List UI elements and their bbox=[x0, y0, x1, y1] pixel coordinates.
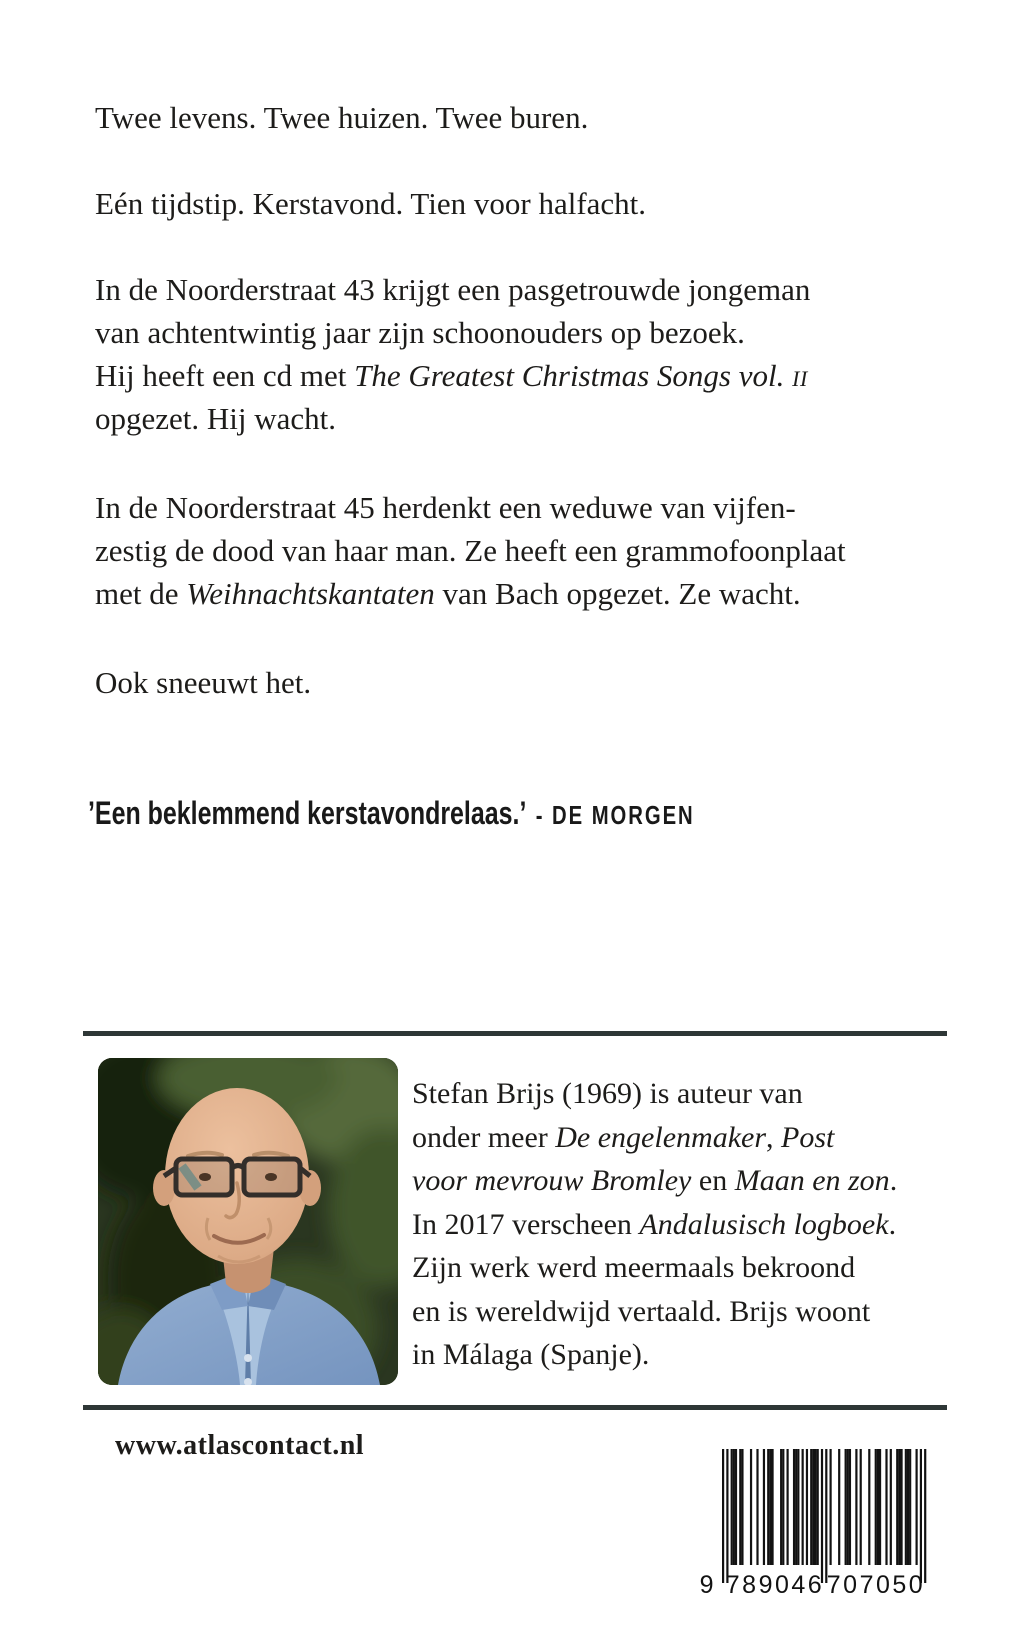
review-quote bbox=[88, 795, 695, 832]
text-line: In 2017 verscheen Andalusisch logboek. bbox=[412, 1207, 897, 1241]
synopsis-paragraph-1 bbox=[95, 268, 810, 440]
text-line: van achtentwintig jaar zijn schoonouders op bezoek. bbox=[95, 315, 745, 350]
synopsis-paragraph-2 bbox=[95, 486, 846, 615]
text-line: zestig de dood van haar man. Ze heeft een grammofoonplaat bbox=[95, 533, 846, 568]
barcode-icon bbox=[698, 1447, 932, 1607]
text-line: en is wereldwijd vertaald. Brijs woont bbox=[412, 1294, 871, 1328]
text-line: opgezet. Hij wacht. bbox=[95, 401, 337, 436]
tagline-2: Eén tijdstip. Kerstavond. Tien voor halfacht. bbox=[95, 186, 647, 221]
svg-text:789046: 789046 bbox=[725, 1571, 825, 1599]
divider-bottom bbox=[83, 1405, 947, 1410]
review-quote-source: - DE MORGEN bbox=[535, 800, 695, 830]
svg-text:9: 9 bbox=[699, 1571, 716, 1599]
text-line: in Málaga (Spanje). bbox=[412, 1338, 650, 1371]
svg-text:707050: 707050 bbox=[826, 1571, 926, 1599]
text-line: Hij heeft een cd met The Greatest Christmas Songs vol. ii bbox=[95, 358, 808, 393]
text-line: In de Noorderstraat 45 herdenkt een weduwe van vijfen- bbox=[95, 490, 796, 525]
text-line: voor mevrouw Bromley en Maan en zon. bbox=[412, 1164, 898, 1197]
text-line: met de Weihnachtskantaten van Bach opgezet. Ze wacht. bbox=[95, 576, 801, 611]
synopsis-paragraph-3: Ook sneeuwt het. bbox=[95, 665, 312, 700]
isbn-barcode bbox=[698, 1447, 932, 1607]
review-quote-text: ’Een beklemmend kerstavondrelaas.’ bbox=[88, 795, 527, 831]
text-line: Zijn werk werd meermaals bekroond bbox=[412, 1251, 856, 1284]
text-line: Stefan Brijs (1969) is auteur van bbox=[412, 1077, 803, 1110]
divider-top bbox=[83, 1031, 947, 1036]
author-bio bbox=[412, 1072, 897, 1377]
text-line: In de Noorderstraat 43 krijgt een pasgetrouwde jongeman bbox=[95, 272, 811, 307]
publisher-website: www.atlascontact.nl bbox=[115, 1430, 365, 1461]
tagline-1: Twee levens. Twee huizen. Twee buren. bbox=[95, 100, 589, 135]
text-line: onder meer De engelenmaker, Post bbox=[412, 1120, 835, 1154]
author-portrait-illustration bbox=[98, 1058, 398, 1385]
author-photo bbox=[98, 1058, 398, 1385]
